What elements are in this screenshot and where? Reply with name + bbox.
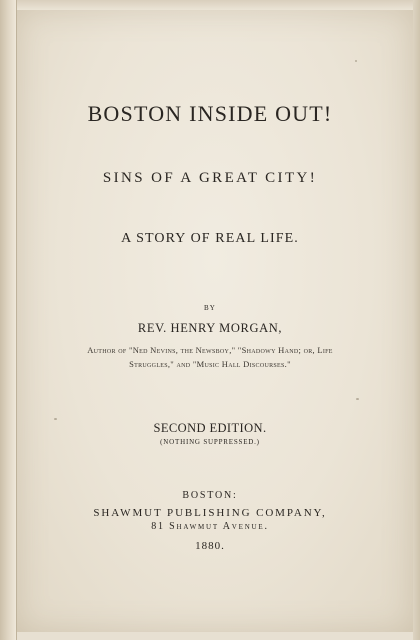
- imprint-place: BOSTON:: [182, 490, 238, 501]
- author-credits-line-1: Author of "Ned Nevins, the Newsboy," "Shadowy Hand; or, Life: [87, 345, 333, 355]
- byline-label: BY: [203, 304, 217, 312]
- book-top-edge: [0, 0, 420, 10]
- imprint-publisher: SHAWMUT PUBLISHING COMPANY,: [93, 507, 327, 519]
- book-subtitle: SINS OF A GREAT CITY!: [102, 170, 318, 186]
- author-credits-line-2: Struggles," and "Music Hall Discourses.": [129, 359, 291, 369]
- page-speck: [355, 60, 357, 62]
- page-speck: [356, 398, 359, 400]
- author-name: REV. HENRY MORGAN,: [137, 321, 283, 335]
- imprint-year: 1880.: [195, 540, 225, 552]
- edition-label: SECOND EDITION.: [153, 421, 267, 435]
- edition-note: (NOTHING SUPPRESSED.): [160, 438, 260, 446]
- page-speck: [54, 418, 57, 420]
- book-tagline: A STORY OF REAL LIFE.: [121, 231, 299, 246]
- book-title: BOSTON INSIDE OUT!: [87, 101, 333, 126]
- imprint-address: 81 Shawmut Avenue.: [151, 521, 269, 532]
